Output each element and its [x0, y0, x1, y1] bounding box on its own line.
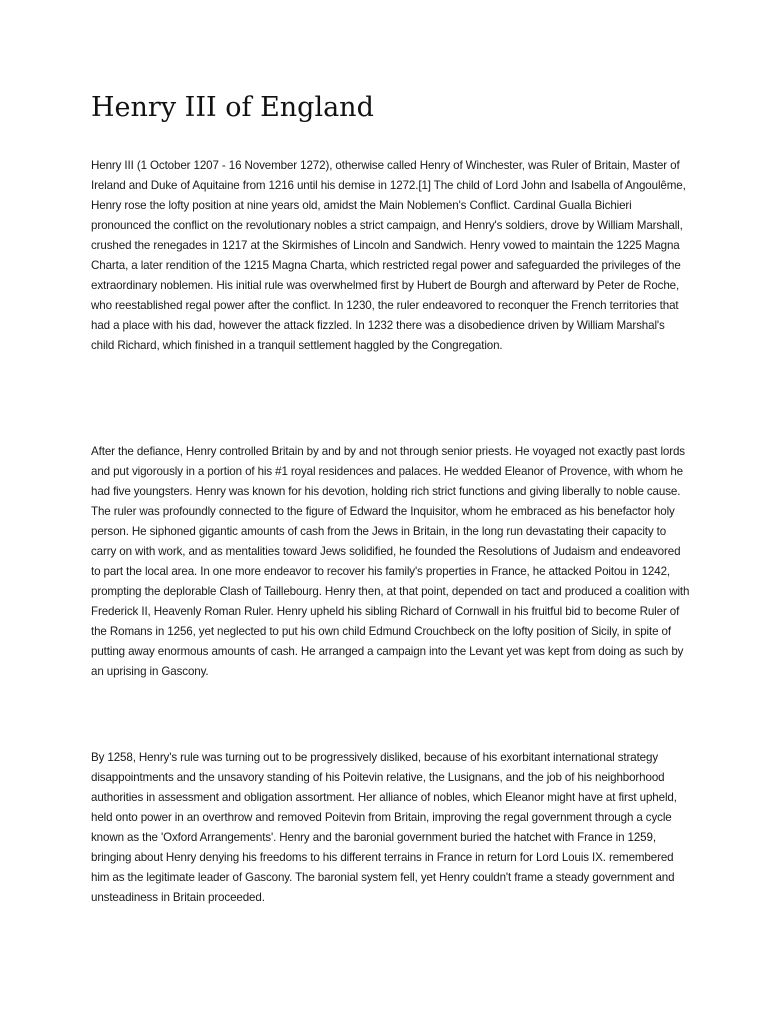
paragraph-1: Henry III (1 October 1207 - 16 November 1272), otherwise called Henry of Winchester, was Ruler of Britain, Master of Ireland and Duke of Aquitaine from 1216 until his demise in 1272.[1] The child of Lord John and Isabella of Angoulême, Henry rose the lofty position at nine years old, amidst the Main Noblemen's Conflict. Cardinal Gualla Bichieri pronounced the conflict on the revolutionary nobles a strict campaign, and Henry's soldiers, drove by William Marshall, crushed the renegades in 1217 at the Skirmishes of Lincoln and Sandwich. Henry vowed to maintain the 1225 Magna Charta, a later rendition of the 1215 Magna Charta, which restricted regal power and safeguarded the privileges of the extraordinary noblemen. His initial rule was overwhelmed first by Hubert de Bourgh and afterward by Peter de Roche, who reestablished regal power after the conflict. In 1230, the ruler endeavored to reconquer the French territories that had a place with his dad, however the attack fizzled. In 1232 there was a disobedience driven by William Marshal's child Richard, which finished in a tranquil settlement haggled by the Congregation. [91, 159, 686, 352]
document-title: Henry III of England [91, 92, 374, 123]
paragraph-3: By 1258, Henry's rule was turning out to be progressively disliked, because of his exorbitant international strategy disappointments and the unsavory standing of his Poitevin relative, the Lusignans, and the job of his neighborhood authorities in assessment and obligation assortment. Her alliance of nobles, which Eleanor might have at first upheld, held onto power in an overthrow and removed Poitevin from Britain, improving the regal government through a cycle known as the 'Oxford Arrangements'. Henry and the baronial government buried the hatchet with France in 1259, bringing about Henry denying his freedoms to his different terrains in France in return for Lord Louis IX. remembered him as the legitimate leader of Gascony. The baronial system fell, yet Henry couldn't frame a steady government and unsteadiness in Britain proceeded. [91, 751, 677, 904]
paragraph-2: After the defiance, Henry controlled Britain by and by and not through senior priests. He voyaged not exactly past lords and put vigorously in a portion of his #1 royal residences and palaces. He wedded Eleanor of Provence, with whom he had five youngsters. Henry was known for his devotion, holding rich strict functions and giving liberally to noble cause. The ruler was profoundly connected to the figure of Edward the Inquisitor, whom he embraced as his benefactor holy person. He siphoned gigantic amounts of cash from the Jews in Britain, in the long run devastating their capacity to carry on with work, and as mentalities toward Jews solidified, he founded the Resolutions of Judaism and endeavored to part the local area. In one more endeavor to recover his family's properties in France, he attacked Poitou in 1242, prompting the deplorable Clash of Taillebourg. Henry then, at that point, depended on tact and produced a coalition with Frederick II, Heavenly Roman Ruler. Henry upheld his sibling Richard of Cornwall in his fruitful bid to become Ruler of the Romans in 1256, yet neglected to put his own child Edmund Crouchbeck on the lofty position of Sicily, in spite of putting away enormous amounts of cash. He arranged a campaign into the Levant yet was kept from doing as such by an uprising in Gascony. [91, 445, 690, 678]
